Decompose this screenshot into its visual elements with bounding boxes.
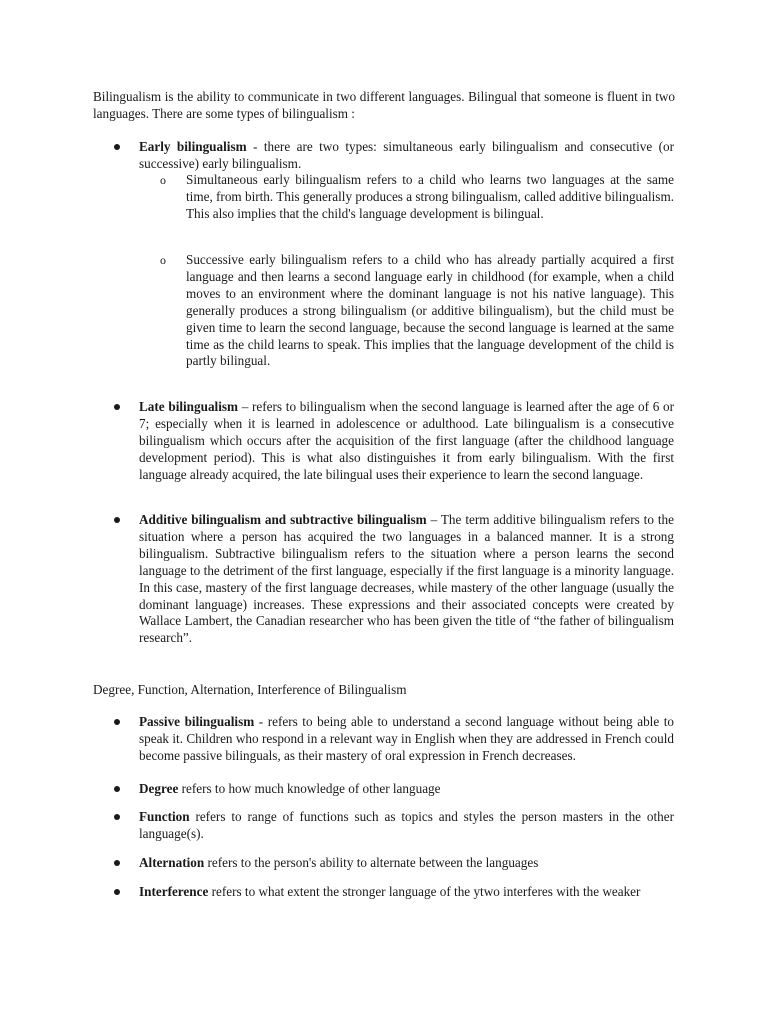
term-description: – The term additive bilingualism refers to the situation where a person has acquired the two languages in a balanced manner. It is a strong bilingualism. Subtractive bilingualism refers to the situation where a person learns the second language to the detriment of the first language, especially if the first language is a minority language. In this case, mastery of the first language decreases, while mastery of the other language (usually the dominant language) increases. These expressions and their associated concepts were created by Wallace Lambert, the Canadian researcher who has been given the title of “the father of bilingualism research”.	[139, 512, 674, 646]
list-item-text	[139, 714, 674, 765]
term-label: Degree	[139, 781, 179, 796]
list-item-text	[139, 809, 674, 843]
intro-paragraph: Bilingualism is the ability to communicate in two different languages. Bilingual that someone is fluent in two languages. There are some types of bilingualism :	[93, 89, 675, 121]
bullet-marker	[114, 889, 120, 895]
sub-bullet-marker: o	[160, 253, 166, 267]
term-description: - there are two types: simultaneous early bilingualism and consecutive (or successive) early bilingualism.	[139, 139, 674, 171]
term-label: Alternation	[139, 855, 205, 870]
term-description: refers to what extent the stronger language of the ytwo interferes with the weaker	[208, 884, 641, 899]
sub-item-successive: Successive early bilingualism refers to a child who has already partially acquired a first language and then learns a second language early in childhood (for example, when a child moves to an environment where the dominant language is not his native language). This generally produces a strong bilingualism (or additive bilingualism), but the child must be given time to learn the second language, because the second language is learned at the same time as the child learns to speak. This implies that the language development of the child is partly bilingual.	[186, 252, 674, 369]
term-label: Function	[139, 809, 190, 824]
term-label: Passive bilingualism	[139, 714, 255, 729]
term-label: Interference	[139, 884, 209, 899]
list-item-text	[139, 399, 674, 484]
bullet-marker	[114, 404, 120, 410]
sub-bullet-marker: o	[160, 173, 166, 187]
list-item-text	[139, 512, 674, 647]
sub-item-simultaneous: Simultaneous early bilingualism refers to a child who learns two languages at the same time, from birth. This generally produces a strong bilingualism, called additive bilingualism. This also implies that the child's language development is bilingual.	[186, 172, 674, 221]
list-item-text	[139, 139, 674, 173]
bullet-marker	[114, 786, 120, 792]
bullet-marker	[114, 719, 120, 725]
list-item-text	[139, 855, 674, 872]
list-item-text	[139, 884, 674, 901]
term-label: Additive bilingualism and subtractive bilingualism	[139, 512, 427, 527]
bullet-marker	[114, 814, 120, 820]
section-heading: Degree, Function, Alternation, Interference of Bilingualism	[93, 682, 407, 697]
bullet-marker	[114, 144, 120, 150]
term-description: refers to range of functions such as topics and styles the person masters in the other language(s).	[139, 809, 674, 841]
term-description: - refers to being able to understand a second language without being able to speak it. Children who respond in a relevant way in English when they are addressed in French could become passive bilinguals, as their mastery of oral expression in French decreases.	[139, 714, 674, 763]
term-label: Early bilingualism	[139, 139, 247, 154]
term-description: refers to the person's ability to alternate between the languages	[204, 855, 539, 870]
list-item-text	[139, 781, 674, 798]
bullet-marker	[114, 517, 120, 523]
term-description: refers to how much knowledge of other language	[178, 781, 441, 796]
term-label: Late bilingualism	[139, 399, 238, 414]
term-description: – refers to bilingualism when the second language is learned after the age of 6 or 7; especially when it is learned in adolescence or adulthood. Late bilingualism is a consecutive bilingualism which occurs after the acquisition of the first language (after the childhood language development period). This is what also distinguishes it from early bilingualism. With the first language already acquired, the late bilingual uses their experience to learn the second language.	[139, 399, 674, 482]
bullet-marker	[114, 860, 120, 866]
